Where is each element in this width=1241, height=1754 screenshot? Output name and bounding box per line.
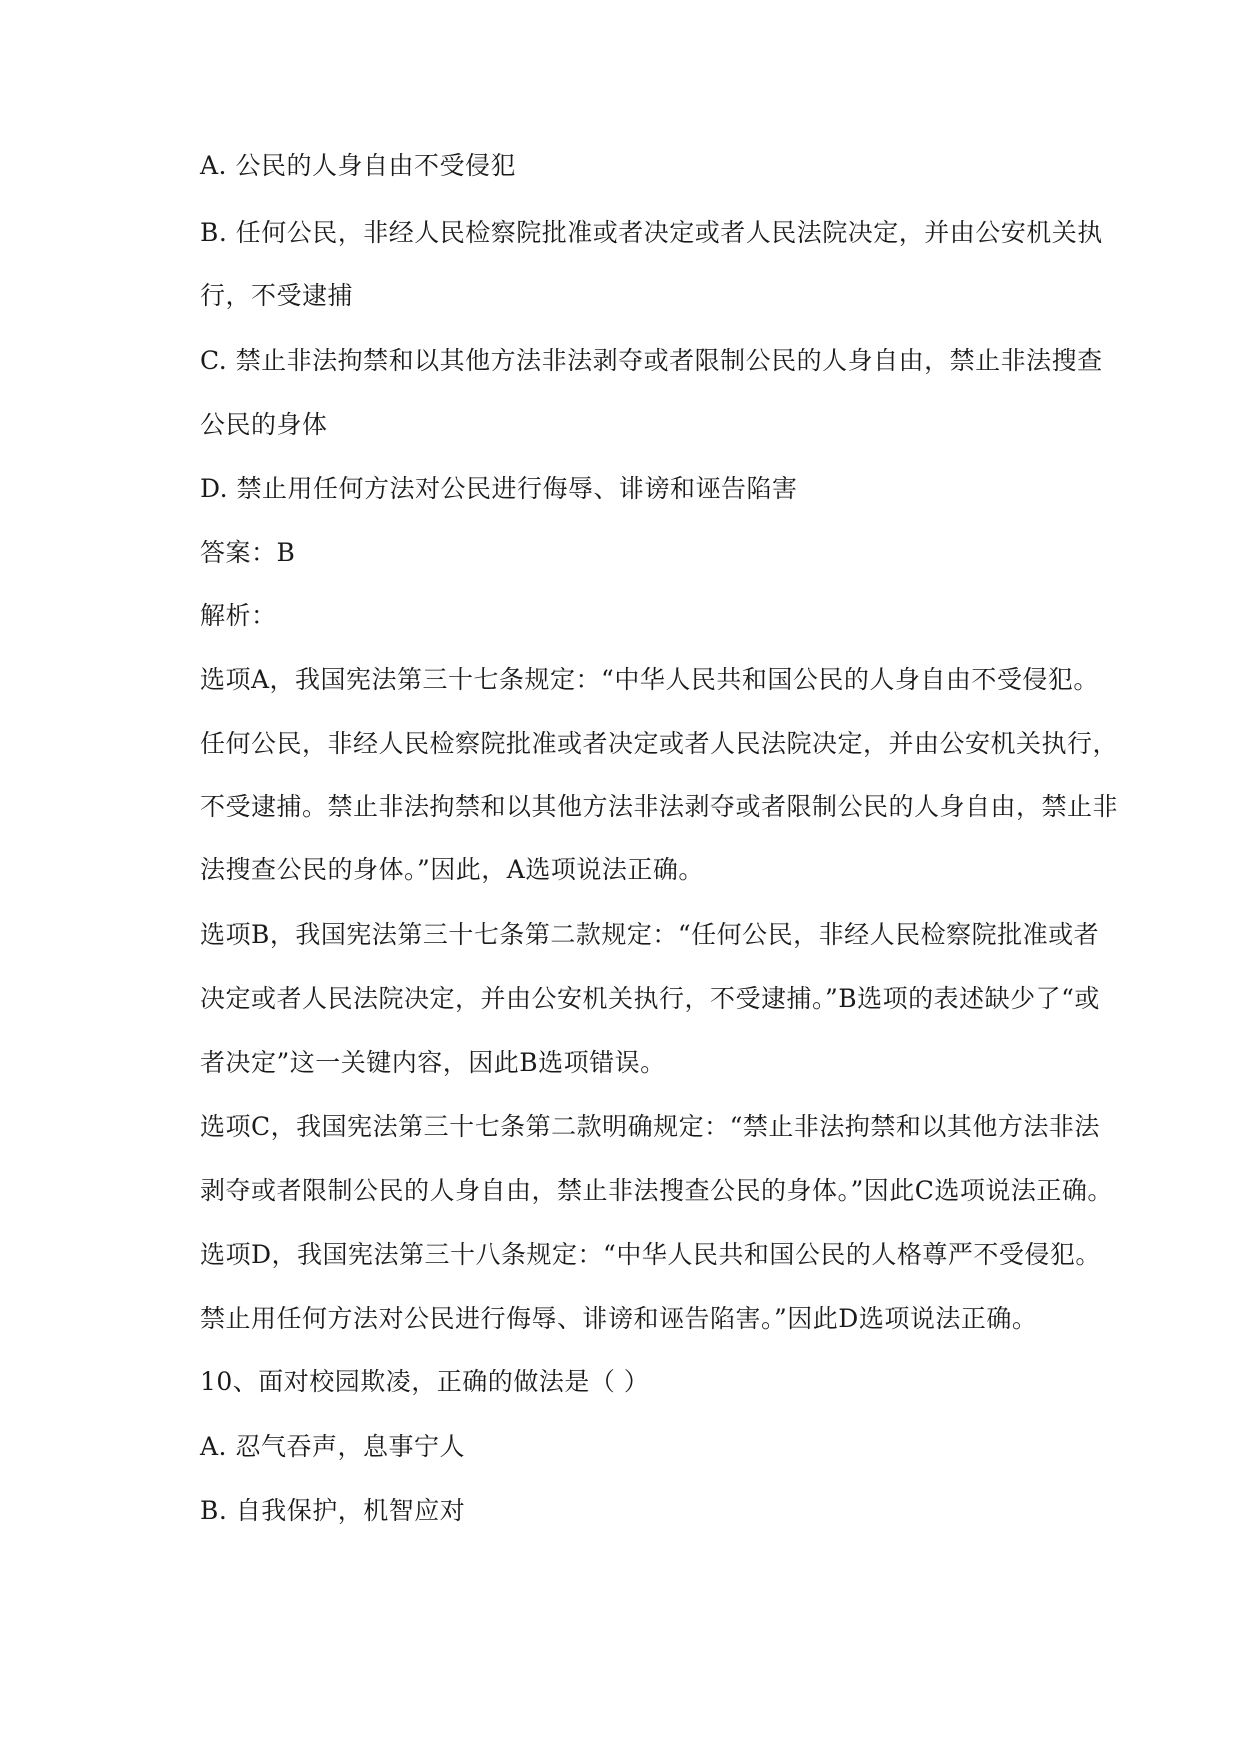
answer-line: 答案：B — [200, 538, 296, 567]
option-c-line-2: 公民的身体 — [200, 410, 328, 439]
q10-option-a: A. 忍气吞声，息事宁人 — [200, 1432, 465, 1461]
analysis-b-line-3: 者决定”这一关键内容，因此B选项错误。 — [200, 1048, 666, 1077]
question-10: 10、面对校园欺凌，正确的做法是（ ） — [200, 1367, 650, 1396]
option-b-line-2: 行，不受逮捕 — [200, 281, 354, 310]
analysis-c-line-2: 剥夺或者限制公民的人身自由，禁止非法搜查公民的身体。”因此C选项说法正确。 — [200, 1176, 1113, 1205]
option-c-line-1: C. 禁止非法拘禁和以其他方法非法剥夺或者限制公民的人身自由，禁止非法搜查 — [200, 346, 1103, 375]
analysis-c-line-1: 选项C，我国宪法第三十七条第二款明确规定：“禁止非法拘禁和以其他方法非法 — [200, 1112, 1100, 1141]
analysis-heading: 解析： — [200, 601, 277, 630]
analysis-a-line-4: 法搜查公民的身体。”因此，A选项说法正确。 — [200, 855, 704, 884]
analysis-b-line-2: 决定或者人民法院决定，并由公安机关执行，不受逮捕。”B选项的表述缺少了“或 — [200, 984, 1100, 1013]
q10-option-b: B. 自我保护，机智应对 — [200, 1496, 466, 1525]
option-a-line: A. 公民的人身自由不受侵犯 — [200, 151, 516, 180]
analysis-d-line-1: 选项D，我国宪法第三十八条规定：“中华人民共和国公民的人格尊严不受侵犯。 — [200, 1240, 1101, 1269]
analysis-a-line-2: 任何公民，非经人民检察院批准或者决定或者人民法院决定，并由公安机关执行， — [200, 729, 1119, 758]
analysis-a-line-3: 不受逮捕。禁止非法拘禁和以其他方法非法剥夺或者限制公民的人身自由，禁止非 — [200, 792, 1119, 821]
option-d-line: D. 禁止用任何方法对公民进行侮辱、诽谤和诬告陷害 — [200, 474, 798, 503]
analysis-d-line-2: 禁止用任何方法对公民进行侮辱、诽谤和诬告陷害。”因此D选项说法正确。 — [200, 1304, 1038, 1333]
analysis-b-line-1: 选项B，我国宪法第三十七条第二款规定：“任何公民，非经人民检察院批准或者 — [200, 920, 1100, 949]
option-b-line-1: B. 任何公民，非经人民检察院批准或者决定或者人民法院决定，并由公安机关执 — [200, 218, 1103, 247]
analysis-a-line-1: 选项A，我国宪法第三十七条规定：“中华人民共和国公民的人身自由不受侵犯。 — [200, 665, 1099, 694]
